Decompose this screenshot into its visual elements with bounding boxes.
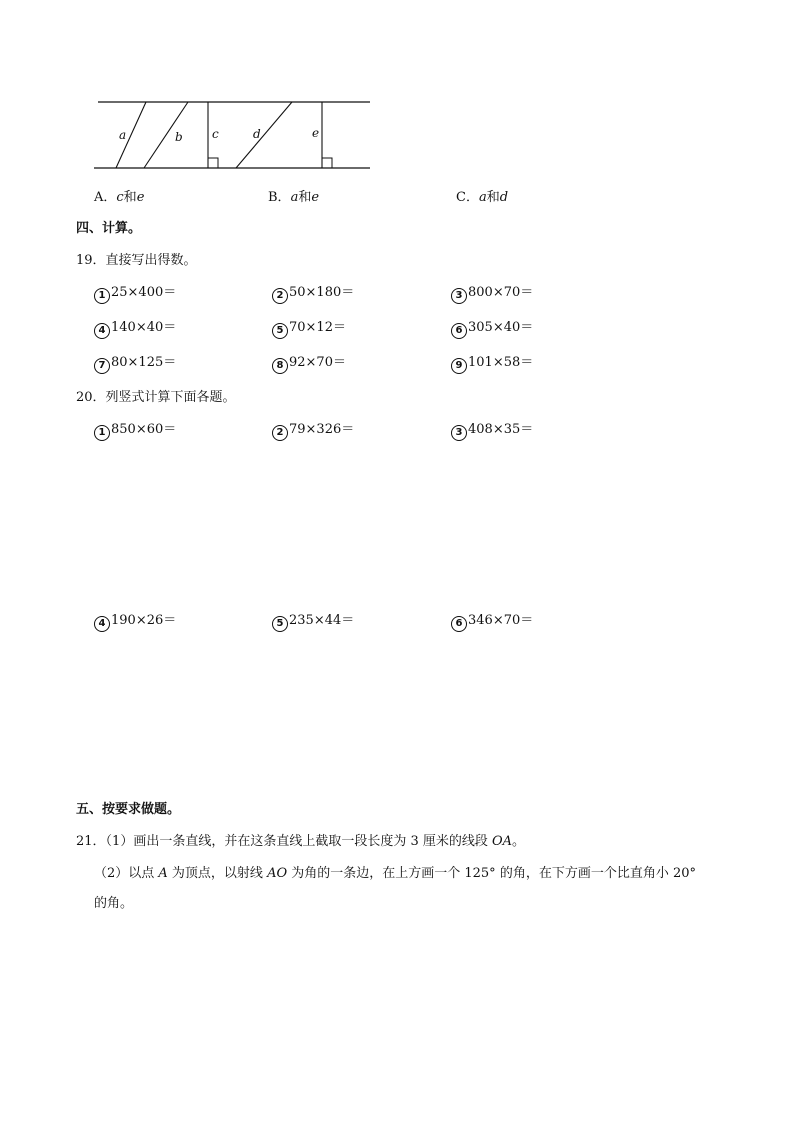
q21-part-2-continued: 的角。 <box>94 896 134 911</box>
circled-number: 1 <box>94 288 110 304</box>
circled-number: 2 <box>272 288 288 304</box>
circled-number: 4 <box>94 323 110 339</box>
right-angle-mark-e <box>322 158 332 168</box>
segment-d <box>236 102 292 168</box>
circled-number: 5 <box>272 323 288 339</box>
q19-item-5: 5 70×12＝ <box>272 316 346 339</box>
circled-number: 6 <box>451 616 467 632</box>
q20-title: 20．列竖式计算下面各题。 <box>76 390 236 405</box>
q21-part-1: 21．（1）画出一条直线，并在这条直线上截取一段长度为 3 厘米的线段 OA。 <box>76 834 526 849</box>
q19-item-2: 2 50×180＝ <box>272 281 354 304</box>
right-angle-mark-c <box>208 158 218 168</box>
label-d: d <box>253 127 261 141</box>
option-c[interactable]: C．a和d <box>456 190 509 205</box>
q20-item-3: 3 408×35＝ <box>451 418 533 441</box>
label-e: e <box>312 126 320 140</box>
circled-number: 6 <box>451 323 467 339</box>
option-b[interactable]: B．a和e <box>268 190 320 205</box>
q19-item-6: 6 305×40＝ <box>451 316 533 339</box>
q20-item-4: 4 190×26＝ <box>94 609 176 632</box>
label-c: c <box>212 127 219 141</box>
circled-number: 5 <box>272 616 288 632</box>
circled-number: 4 <box>94 616 110 632</box>
option-a[interactable]: A．c和e <box>94 190 145 205</box>
circled-number: 3 <box>451 425 467 441</box>
section-4-heading: 四、计算。 <box>76 221 142 236</box>
q20-item-6: 6 346×70＝ <box>451 609 533 632</box>
q20-item-5: 5 235×44＝ <box>272 609 354 632</box>
q21-part-2: （2）以点 A 为顶点，以射线 AO 为角的一条边，在上方画一个 125° 的角，在下方画一个比直角小 20° <box>94 866 696 881</box>
q19-title: 19．直接写出得数。 <box>76 253 197 268</box>
q19-item-8: 8 92×70＝ <box>272 351 346 374</box>
q19-item-7: 7 80×125＝ <box>94 351 176 374</box>
q20-item-1: 1 850×60＝ <box>94 418 176 441</box>
q19-item-3: 3 800×70＝ <box>451 281 533 304</box>
q20-item-2: 2 79×326＝ <box>272 418 354 441</box>
circled-number: 2 <box>272 425 288 441</box>
section-5-heading: 五、按要求做题。 <box>76 802 181 817</box>
circled-number: 1 <box>94 425 110 441</box>
label-a: a <box>119 128 127 142</box>
circled-number: 7 <box>94 358 110 374</box>
q19-item-4: 4 140×40＝ <box>94 316 176 339</box>
circled-number: 3 <box>451 288 467 304</box>
parallel-lines-figure <box>90 95 380 175</box>
circled-number: 9 <box>451 358 467 374</box>
circled-number: 8 <box>272 358 288 374</box>
q19-item-9: 9 101×58＝ <box>451 351 533 374</box>
label-b: b <box>175 130 183 144</box>
q19-item-1: 1 25×400＝ <box>94 281 176 304</box>
